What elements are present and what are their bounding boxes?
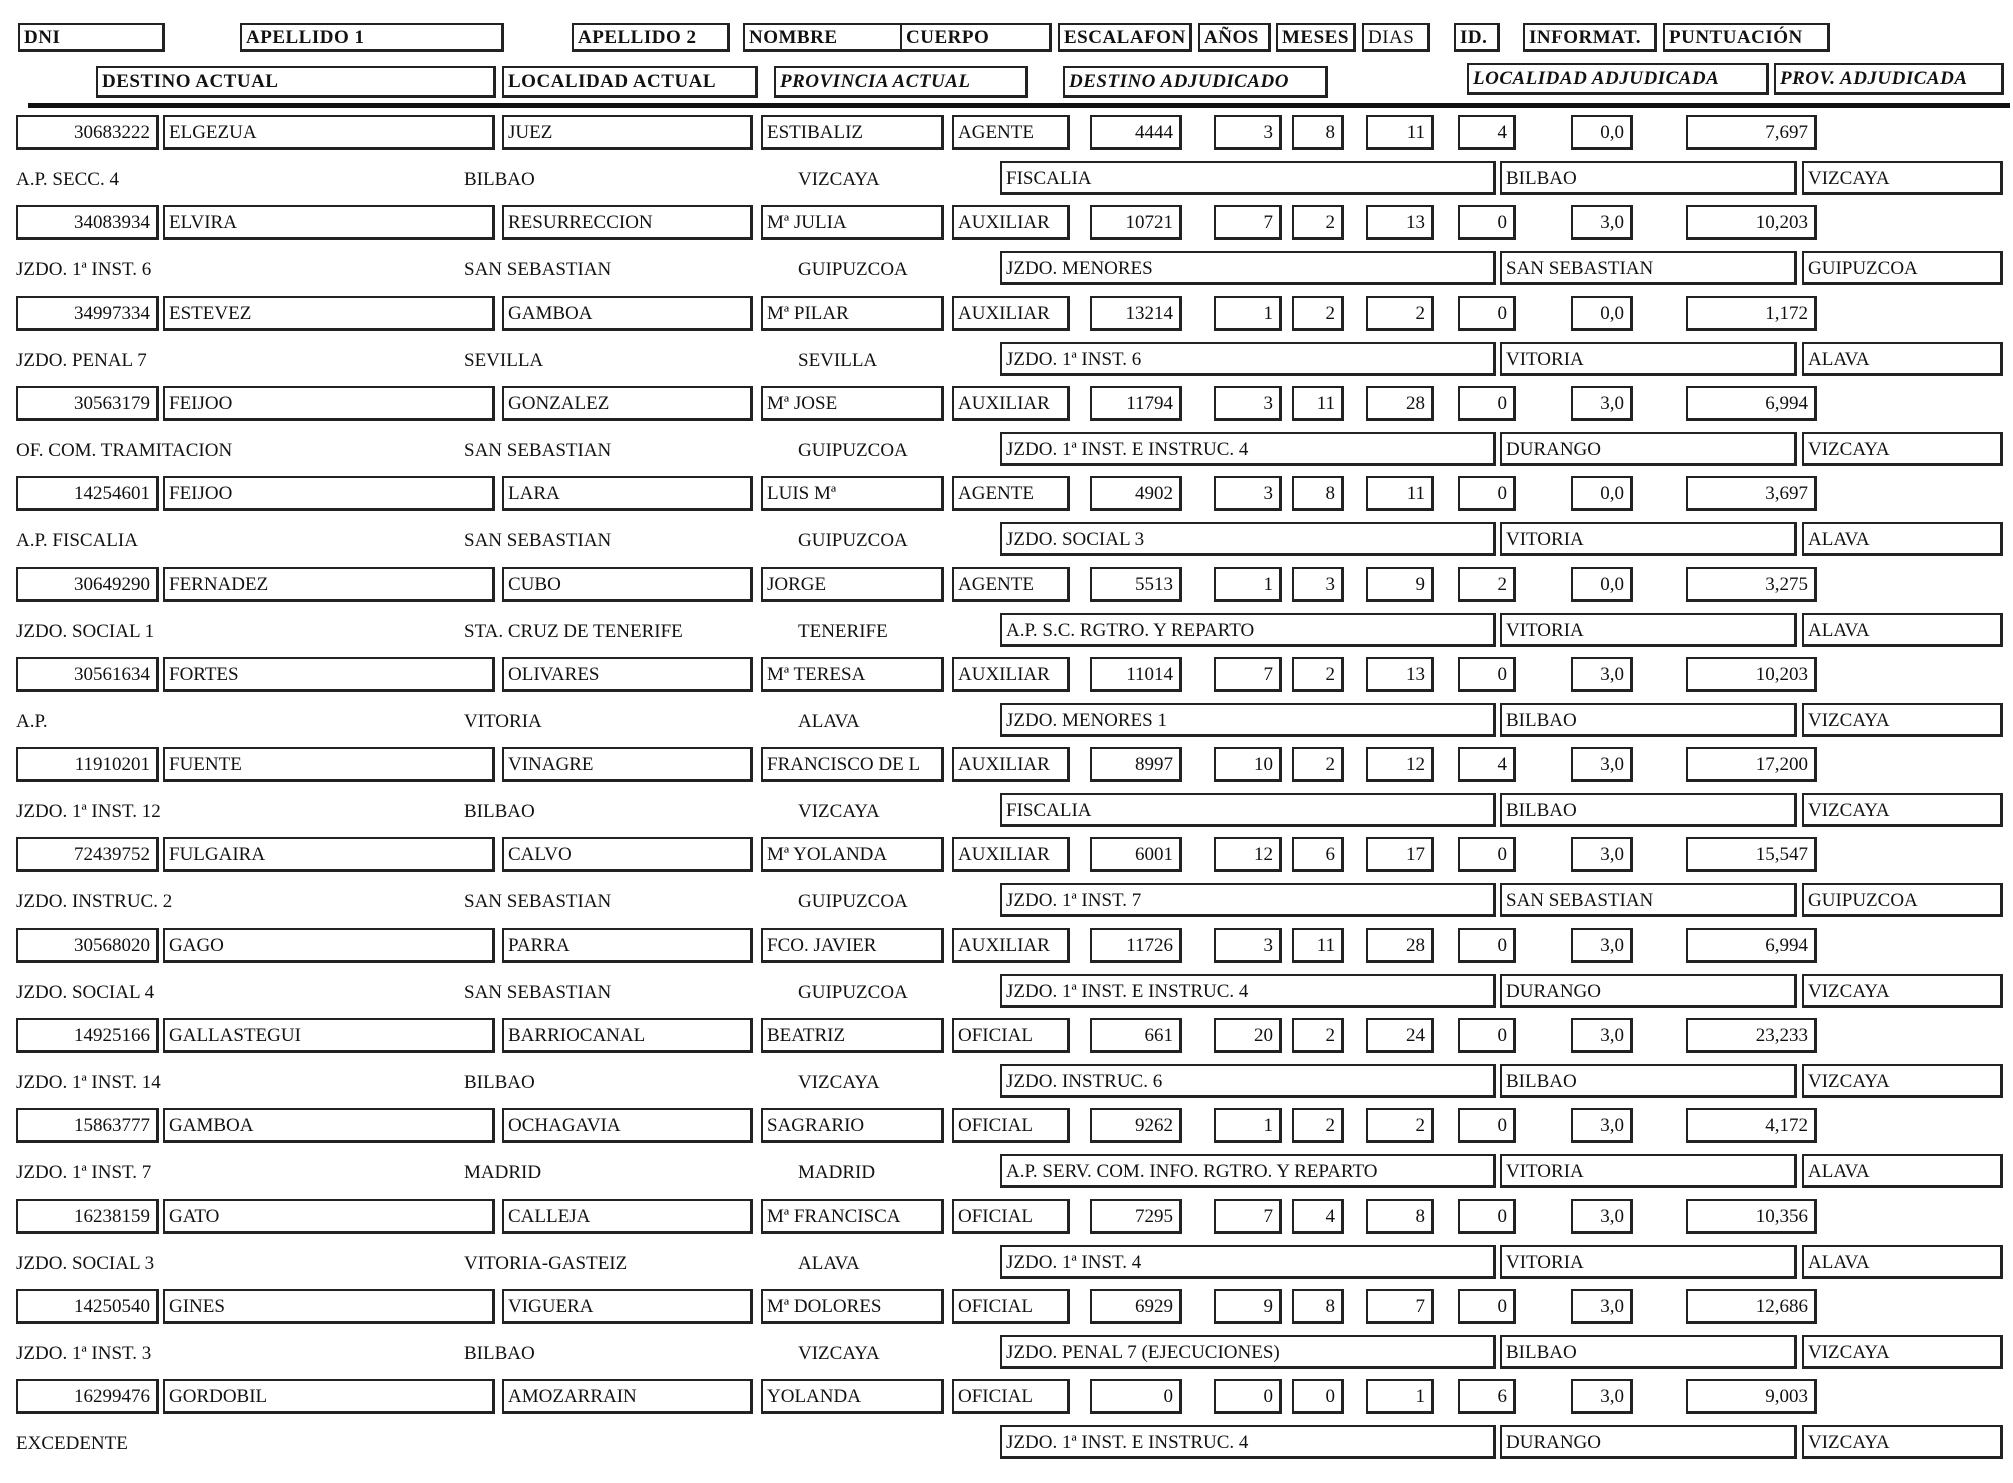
record-localidad-adjudicada: DURANGO xyxy=(1500,1425,1797,1459)
record-cuerpo: AUXILIAR xyxy=(952,657,1070,692)
record-provincia-actual: GUIPUZCOA xyxy=(798,982,908,1003)
record-apellido2: CALLEJA xyxy=(502,1199,753,1234)
record-provincia-actual: GUIPUZCOA xyxy=(798,440,908,461)
record-dni: 30649290 xyxy=(16,567,159,602)
record-cuerpo: AUXILIAR xyxy=(952,205,1070,240)
record-apellido1: GALLASTEGUI xyxy=(163,1018,495,1053)
header-apellido1: APELLIDO 1 xyxy=(240,23,504,52)
record-dni: 34997334 xyxy=(16,296,159,331)
record-meses: 2 xyxy=(1292,205,1344,240)
record-provincia-actual: VIZCAYA xyxy=(798,1343,880,1364)
record-escalafon: 9262 xyxy=(1090,1108,1182,1143)
record-prov-adjudicada: ALAVA xyxy=(1802,1154,2003,1188)
record-anos: 0 xyxy=(1214,1379,1282,1414)
record-dni: 16299476 xyxy=(16,1379,159,1414)
record-apellido1: ELVIRA xyxy=(163,205,495,240)
record-localidad-adjudicada: VITORIA xyxy=(1500,613,1797,647)
header-localidad-adjudicada: LOCALIDAD ADJUDICADA xyxy=(1467,63,1769,95)
record-nombre: JORGE xyxy=(761,567,944,602)
header-destino-adjudicado: DESTINO ADJUDICADO xyxy=(1063,66,1328,98)
record-meses: 11 xyxy=(1292,928,1344,963)
record-anos: 3 xyxy=(1214,115,1282,150)
record-apellido1: FEIJOO xyxy=(163,476,495,511)
record-id: 0 xyxy=(1458,928,1516,963)
header-localidad-actual: LOCALIDAD ACTUAL xyxy=(502,66,758,98)
record-provincia-actual: MADRID xyxy=(798,1162,876,1183)
record-cuerpo: OFICIAL xyxy=(952,1379,1070,1414)
record-anos: 9 xyxy=(1214,1289,1282,1324)
record-nombre: Mª FRANCISCA xyxy=(761,1199,944,1234)
record-puntuacion: 17,200 xyxy=(1686,747,1817,782)
record-apellido1: GATO xyxy=(163,1199,495,1234)
record-informat: 0,0 xyxy=(1571,115,1633,150)
record-apellido1: ESTEVEZ xyxy=(163,296,495,331)
record-localidad-adjudicada: SAN SEBASTIAN xyxy=(1500,883,1797,917)
record-puntuacion: 10,356 xyxy=(1686,1199,1817,1234)
record-localidad-actual: STA. CRUZ DE TENERIFE xyxy=(464,621,683,642)
record-nombre: FRANCISCO DE L xyxy=(761,747,944,782)
record-destino-actual: A.P. FISCALIA xyxy=(16,530,138,551)
record-puntuacion: 7,697 xyxy=(1686,115,1817,150)
record-provincia-actual: GUIPUZCOA xyxy=(798,891,908,912)
record-anos: 7 xyxy=(1214,205,1282,240)
record-prov-adjudicada: VIZCAYA xyxy=(1802,1425,2003,1459)
record-dni: 30563179 xyxy=(16,386,159,421)
record-dias: 28 xyxy=(1366,386,1434,421)
record-localidad-adjudicada: SAN SEBASTIAN xyxy=(1500,251,1797,285)
record-apellido1: FUENTE xyxy=(163,747,495,782)
record-destino-adjudicado: JZDO. 1ª INST. E INSTRUC. 4 xyxy=(1000,1425,1496,1459)
record-prov-adjudicada: VIZCAYA xyxy=(1802,793,2003,827)
record-informat: 3,0 xyxy=(1571,747,1633,782)
record-prov-adjudicada: ALAVA xyxy=(1802,522,2003,556)
record-prov-adjudicada: ALAVA xyxy=(1802,613,2003,647)
record-apellido2: CALVO xyxy=(502,837,753,872)
record-localidad-actual: SAN SEBASTIAN xyxy=(464,440,612,461)
record-localidad-actual: SAN SEBASTIAN xyxy=(464,891,612,912)
header-meses: MESES xyxy=(1276,23,1356,52)
record-dni: 14925166 xyxy=(16,1018,159,1053)
record-dias: 2 xyxy=(1366,1108,1434,1143)
record-escalafon: 8997 xyxy=(1090,747,1182,782)
record-dias: 12 xyxy=(1366,747,1434,782)
record-prov-adjudicada: VIZCAYA xyxy=(1802,703,2003,737)
record-localidad-actual: BILBAO xyxy=(464,801,535,822)
record-provincia-actual: ALAVA xyxy=(798,1253,860,1274)
record-informat: 3,0 xyxy=(1571,1379,1633,1414)
record-puntuacion: 15,547 xyxy=(1686,837,1817,872)
record-prov-adjudicada: ALAVA xyxy=(1802,1245,2003,1279)
record-anos: 7 xyxy=(1214,657,1282,692)
record-prov-adjudicada: GUIPUZCOA xyxy=(1802,251,2003,285)
record-puntuacion: 23,233 xyxy=(1686,1018,1817,1053)
record-localidad-actual: BILBAO xyxy=(464,1343,535,1364)
record-dias: 11 xyxy=(1366,476,1434,511)
record-destino-adjudicado: JZDO. 1ª INST. E INSTRUC. 4 xyxy=(1000,974,1496,1008)
record-id: 0 xyxy=(1458,1018,1516,1053)
record-escalafon: 7295 xyxy=(1090,1199,1182,1234)
record-apellido1: FERNADEZ xyxy=(163,567,495,602)
record-dias: 1 xyxy=(1366,1379,1434,1414)
record-informat: 0,0 xyxy=(1571,476,1633,511)
record-escalafon: 661 xyxy=(1090,1018,1182,1053)
record-apellido1: GAGO xyxy=(163,928,495,963)
record-meses: 2 xyxy=(1292,296,1344,331)
record-dias: 2 xyxy=(1366,296,1434,331)
record-dni: 16238159 xyxy=(16,1199,159,1234)
record-informat: 3,0 xyxy=(1571,1289,1633,1324)
record-localidad-adjudicada: VITORIA xyxy=(1500,1154,1797,1188)
record-id: 0 xyxy=(1458,296,1516,331)
record-localidad-adjudicada: VITORIA xyxy=(1500,342,1797,376)
header-divider xyxy=(28,103,2010,108)
record-prov-adjudicada: VIZCAYA xyxy=(1802,1064,2003,1098)
record-anos: 3 xyxy=(1214,386,1282,421)
record-localidad-adjudicada: BILBAO xyxy=(1500,703,1797,737)
record-destino-adjudicado: JZDO. MENORES 1 xyxy=(1000,703,1496,737)
record-nombre: SAGRARIO xyxy=(761,1108,944,1143)
record-anos: 10 xyxy=(1214,747,1282,782)
record-localidad-adjudicada: VITORIA xyxy=(1500,1245,1797,1279)
record-meses: 4 xyxy=(1292,1199,1344,1234)
record-apellido1: FEIJOO xyxy=(163,386,495,421)
record-localidad-actual: SAN SEBASTIAN xyxy=(464,259,612,280)
record-anos: 3 xyxy=(1214,476,1282,511)
record-destino-adjudicado: FISCALIA xyxy=(1000,793,1496,827)
header-dias: DIAS xyxy=(1362,23,1430,52)
record-provincia-actual: TENERIFE xyxy=(798,621,888,642)
record-dias: 24 xyxy=(1366,1018,1434,1053)
record-cuerpo: AGENTE xyxy=(952,115,1070,150)
record-localidad-actual: VITORIA-GASTEIZ xyxy=(464,1253,628,1274)
record-cuerpo: AUXILIAR xyxy=(952,296,1070,331)
record-destino-actual: JZDO. 1ª INST. 6 xyxy=(16,259,152,280)
record-destino-actual: JZDO. 1ª INST. 3 xyxy=(16,1343,152,1364)
record-dias: 9 xyxy=(1366,567,1434,602)
record-puntuacion: 12,686 xyxy=(1686,1289,1817,1324)
header-cuerpo: CUERPO xyxy=(900,23,1052,52)
record-localidad-actual: SAN SEBASTIAN xyxy=(464,530,612,551)
record-nombre: Mª JULIA xyxy=(761,205,944,240)
record-id: 0 xyxy=(1458,837,1516,872)
record-cuerpo: OFICIAL xyxy=(952,1108,1070,1143)
record-informat: 3,0 xyxy=(1571,928,1633,963)
record-prov-adjudicada: VIZCAYA xyxy=(1802,974,2003,1008)
record-id: 4 xyxy=(1458,747,1516,782)
record-nombre: YOLANDA xyxy=(761,1379,944,1414)
record-apellido1: GAMBOA xyxy=(163,1108,495,1143)
record-dni: 34083934 xyxy=(16,205,159,240)
record-anos: 20 xyxy=(1214,1018,1282,1053)
record-destino-actual: JZDO. 1ª INST. 7 xyxy=(16,1162,152,1183)
header-escalafon: ESCALAFON xyxy=(1058,23,1192,52)
record-puntuacion: 3,275 xyxy=(1686,567,1817,602)
record-localidad-adjudicada: BILBAO xyxy=(1500,1335,1797,1369)
record-prov-adjudicada: ALAVA xyxy=(1802,342,2003,376)
header-nombre: NOMBRE xyxy=(743,23,903,52)
record-cuerpo: AUXILIAR xyxy=(952,928,1070,963)
record-localidad-actual: SAN SEBASTIAN xyxy=(464,982,612,1003)
record-id: 6 xyxy=(1458,1379,1516,1414)
record-localidad-adjudicada: BILBAO xyxy=(1500,1064,1797,1098)
record-escalafon: 11794 xyxy=(1090,386,1182,421)
record-apellido2: PARRA xyxy=(502,928,753,963)
record-nombre: LUIS Mª xyxy=(761,476,944,511)
record-apellido2: LARA xyxy=(502,476,753,511)
record-anos: 1 xyxy=(1214,1108,1282,1143)
record-destino-adjudicado: JZDO. INSTRUC. 6 xyxy=(1000,1064,1496,1098)
record-nombre: Mª TERESA xyxy=(761,657,944,692)
record-informat: 3,0 xyxy=(1571,1108,1633,1143)
record-dias: 13 xyxy=(1366,657,1434,692)
record-dni: 15863777 xyxy=(16,1108,159,1143)
record-dni: 30561634 xyxy=(16,657,159,692)
record-provincia-actual: ALAVA xyxy=(798,711,860,732)
record-apellido1: ELGEZUA xyxy=(163,115,495,150)
record-id: 2 xyxy=(1458,567,1516,602)
record-id: 0 xyxy=(1458,476,1516,511)
record-localidad-adjudicada: BILBAO xyxy=(1500,161,1797,195)
record-meses: 3 xyxy=(1292,567,1344,602)
header-puntuacion: PUNTUACIÓN xyxy=(1663,23,1830,52)
record-nombre: FCO. JAVIER xyxy=(761,928,944,963)
record-escalafon: 4902 xyxy=(1090,476,1182,511)
record-meses: 11 xyxy=(1292,386,1344,421)
record-informat: 3,0 xyxy=(1571,205,1633,240)
record-apellido1: GORDOBIL xyxy=(163,1379,495,1414)
record-meses: 6 xyxy=(1292,837,1344,872)
record-anos: 3 xyxy=(1214,928,1282,963)
record-localidad-adjudicada: DURANGO xyxy=(1500,974,1797,1008)
record-destino-actual: JZDO. SOCIAL 1 xyxy=(16,621,155,642)
record-escalafon: 6929 xyxy=(1090,1289,1182,1324)
record-escalafon: 4444 xyxy=(1090,115,1182,150)
record-dias: 13 xyxy=(1366,205,1434,240)
record-nombre: Mª PILAR xyxy=(761,296,944,331)
record-meses: 2 xyxy=(1292,1018,1344,1053)
record-informat: 0,0 xyxy=(1571,296,1633,331)
record-apellido1: FULGAIRA xyxy=(163,837,495,872)
record-dni: 30568020 xyxy=(16,928,159,963)
record-nombre: Mª YOLANDA xyxy=(761,837,944,872)
record-destino-adjudicado: FISCALIA xyxy=(1000,161,1496,195)
record-apellido2: CUBO xyxy=(502,567,753,602)
record-anos: 7 xyxy=(1214,1199,1282,1234)
record-informat: 3,0 xyxy=(1571,1199,1633,1234)
record-dias: 28 xyxy=(1366,928,1434,963)
record-escalafon: 11726 xyxy=(1090,928,1182,963)
record-meses: 2 xyxy=(1292,747,1344,782)
record-meses: 0 xyxy=(1292,1379,1344,1414)
record-dias: 7 xyxy=(1366,1289,1434,1324)
record-localidad-adjudicada: VITORIA xyxy=(1500,522,1797,556)
record-cuerpo: AGENTE xyxy=(952,567,1070,602)
record-nombre: BEATRIZ xyxy=(761,1018,944,1053)
record-destino-actual: JZDO. PENAL 7 xyxy=(16,350,147,371)
record-localidad-actual: VITORIA xyxy=(464,711,542,732)
record-puntuacion: 6,994 xyxy=(1686,386,1817,421)
record-meses: 2 xyxy=(1292,657,1344,692)
record-meses: 8 xyxy=(1292,115,1344,150)
record-apellido2: JUEZ xyxy=(502,115,753,150)
header-dni: DNI xyxy=(18,23,165,52)
record-apellido2: AMOZARRAIN xyxy=(502,1379,753,1414)
record-destino-adjudicado: JZDO. 1ª INST. 7 xyxy=(1000,883,1496,917)
record-apellido2: VINAGRE xyxy=(502,747,753,782)
record-apellido2: GONZALEZ xyxy=(502,386,753,421)
record-puntuacion: 4,172 xyxy=(1686,1108,1817,1143)
record-anos: 1 xyxy=(1214,296,1282,331)
record-apellido1: FORTES xyxy=(163,657,495,692)
record-destino-adjudicado: JZDO. 1ª INST. 4 xyxy=(1000,1245,1496,1279)
record-apellido2: RESURRECCION xyxy=(502,205,753,240)
record-provincia-actual: VIZCAYA xyxy=(798,801,880,822)
record-dias: 17 xyxy=(1366,837,1434,872)
record-puntuacion: 3,697 xyxy=(1686,476,1817,511)
record-localidad-actual: SEVILLA xyxy=(464,350,544,371)
record-apellido1: GINES xyxy=(163,1289,495,1324)
record-dni: 11910201 xyxy=(16,747,159,782)
record-informat: 3,0 xyxy=(1571,386,1633,421)
record-apellido2: VIGUERA xyxy=(502,1289,753,1324)
record-id: 0 xyxy=(1458,205,1516,240)
record-escalafon: 11014 xyxy=(1090,657,1182,692)
record-destino-adjudicado: A.P. S.C. RGTRO. Y REPARTO xyxy=(1000,613,1496,647)
header-destino-actual: DESTINO ACTUAL xyxy=(96,66,496,98)
record-informat: 3,0 xyxy=(1571,1018,1633,1053)
record-nombre: Mª JOSE xyxy=(761,386,944,421)
record-apellido2: BARRIOCANAL xyxy=(502,1018,753,1053)
record-destino-actual: OF. COM. TRAMITACION xyxy=(16,440,233,461)
record-puntuacion: 10,203 xyxy=(1686,205,1817,240)
header-id: ID. xyxy=(1454,23,1500,52)
record-id: 0 xyxy=(1458,1199,1516,1234)
record-localidad-actual: BILBAO xyxy=(464,1072,535,1093)
record-escalafon: 0 xyxy=(1090,1379,1182,1414)
record-cuerpo: OFICIAL xyxy=(952,1018,1070,1053)
record-provincia-actual: VIZCAYA xyxy=(798,1072,880,1093)
record-dni: 30683222 xyxy=(16,115,159,150)
record-puntuacion: 6,994 xyxy=(1686,928,1817,963)
record-destino-actual: JZDO. INSTRUC. 2 xyxy=(16,891,173,912)
record-dni: 14254601 xyxy=(16,476,159,511)
record-escalafon: 13214 xyxy=(1090,296,1182,331)
record-id: 4 xyxy=(1458,115,1516,150)
record-puntuacion: 1,172 xyxy=(1686,296,1817,331)
record-destino-actual: JZDO. SOCIAL 3 xyxy=(16,1253,155,1274)
record-cuerpo: OFICIAL xyxy=(952,1199,1070,1234)
record-prov-adjudicada: GUIPUZCOA xyxy=(1802,883,2003,917)
record-destino-adjudicado: JZDO. PENAL 7 (EJECUCIONES) xyxy=(1000,1335,1496,1369)
record-dni: 14250540 xyxy=(16,1289,159,1324)
record-provincia-actual: GUIPUZCOA xyxy=(798,259,908,280)
record-localidad-adjudicada: DURANGO xyxy=(1500,432,1797,466)
record-destino-adjudicado: A.P. SERV. COM. INFO. RGTRO. Y REPARTO xyxy=(1000,1154,1496,1188)
record-informat: 0,0 xyxy=(1571,567,1633,602)
record-id: 0 xyxy=(1458,1289,1516,1324)
record-destino-actual: JZDO. SOCIAL 4 xyxy=(16,982,155,1003)
record-apellido2: OLIVARES xyxy=(502,657,753,692)
header-apellido2: APELLIDO 2 xyxy=(572,23,730,52)
header-provincia-actual: PROVINCIA ACTUAL xyxy=(774,66,1028,98)
record-destino-actual: JZDO. 1ª INST. 12 xyxy=(16,801,161,822)
record-dias: 11 xyxy=(1366,115,1434,150)
record-informat: 3,0 xyxy=(1571,657,1633,692)
record-puntuacion: 10,203 xyxy=(1686,657,1817,692)
record-apellido2: GAMBOA xyxy=(502,296,753,331)
record-cuerpo: AUXILIAR xyxy=(952,386,1070,421)
record-prov-adjudicada: VIZCAYA xyxy=(1802,1335,2003,1369)
record-meses: 8 xyxy=(1292,476,1344,511)
record-anos: 12 xyxy=(1214,837,1282,872)
record-localidad-actual: BILBAO xyxy=(464,169,535,190)
record-provincia-actual: VIZCAYA xyxy=(798,169,880,190)
record-cuerpo: OFICIAL xyxy=(952,1289,1070,1324)
record-dni: 72439752 xyxy=(16,837,159,872)
header-informat: INFORMAT. xyxy=(1523,23,1657,52)
record-meses: 8 xyxy=(1292,1289,1344,1324)
record-id: 0 xyxy=(1458,657,1516,692)
record-destino-actual: EXCEDENTE xyxy=(16,1433,128,1454)
header-anos: AÑOS xyxy=(1198,23,1271,52)
record-informat: 3,0 xyxy=(1571,837,1633,872)
record-escalafon: 6001 xyxy=(1090,837,1182,872)
record-destino-adjudicado: JZDO. 1ª INST. 6 xyxy=(1000,342,1496,376)
record-destino-adjudicado: JZDO. 1ª INST. E INSTRUC. 4 xyxy=(1000,432,1496,466)
record-dias: 8 xyxy=(1366,1199,1434,1234)
record-destino-adjudicado: JZDO. SOCIAL 3 xyxy=(1000,522,1496,556)
record-id: 0 xyxy=(1458,1108,1516,1143)
record-prov-adjudicada: VIZCAYA xyxy=(1802,161,2003,195)
record-localidad-actual: MADRID xyxy=(464,1162,542,1183)
record-cuerpo: AUXILIAR xyxy=(952,837,1070,872)
record-destino-actual: JZDO. 1ª INST. 14 xyxy=(16,1072,161,1093)
record-destino-actual: A.P. SECC. 4 xyxy=(16,169,119,190)
record-cuerpo: AUXILIAR xyxy=(952,747,1070,782)
record-anos: 1 xyxy=(1214,567,1282,602)
record-provincia-actual: GUIPUZCOA xyxy=(798,530,908,551)
record-apellido2: OCHAGAVIA xyxy=(502,1108,753,1143)
record-puntuacion: 9,003 xyxy=(1686,1379,1817,1414)
record-nombre: Mª DOLORES xyxy=(761,1289,944,1324)
record-escalafon: 10721 xyxy=(1090,205,1182,240)
record-destino-actual: A.P. xyxy=(16,711,48,732)
record-localidad-adjudicada: BILBAO xyxy=(1500,793,1797,827)
record-destino-adjudicado: JZDO. MENORES xyxy=(1000,251,1496,285)
record-prov-adjudicada: VIZCAYA xyxy=(1802,432,2003,466)
record-nombre: ESTIBALIZ xyxy=(761,115,944,150)
record-escalafon: 5513 xyxy=(1090,567,1182,602)
record-provincia-actual: SEVILLA xyxy=(798,350,878,371)
record-cuerpo: AGENTE xyxy=(952,476,1070,511)
header-prov-adjudicada: PROV. ADJUDICADA xyxy=(1774,63,2004,95)
record-meses: 2 xyxy=(1292,1108,1344,1143)
record-id: 0 xyxy=(1458,386,1516,421)
